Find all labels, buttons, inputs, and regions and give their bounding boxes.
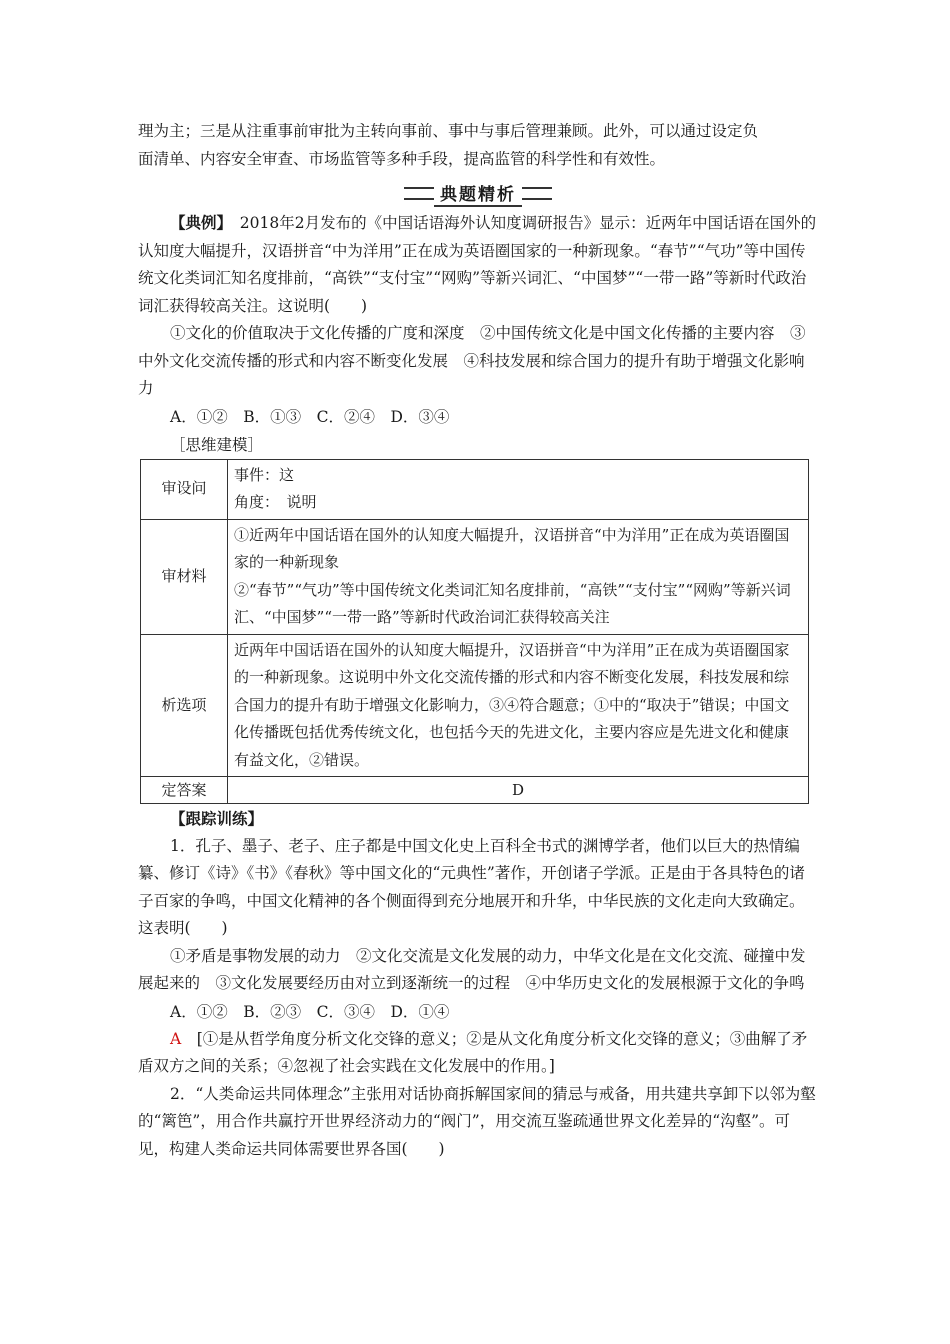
row-label: 审设问 <box>141 459 228 519</box>
row-label: 审材料 <box>141 519 228 634</box>
section-heading <box>138 180 818 206</box>
question-1-options: A．①② B．②③ C．③④ D．①④ <box>170 1002 450 1021</box>
heading-ornament-right <box>522 187 552 200</box>
example-stem-text: 2018年2月发布的《中国话语海外认知度调研报告》显示：近两年中国话语在国外的认知度大幅提升，汉语拼音“中为洋用”正在成为英语圈国家的一种新现象。“春节”“气功”等中国传统文化类词汇知名度排前，“高铁”“支付宝”“网购”等新兴词汇、“中国梦”“一带一路”等新时代政治词汇获得较高关注。这说明( ) <box>138 214 817 315</box>
thinking-model-table <box>140 459 809 805</box>
intro-line-1: 理为主；三是从注重事前审批为主转向事前、事中与事后管理兼顾。此外，可以通过设定负 <box>138 122 759 140</box>
practice-heading: 【跟踪训练】 <box>170 809 264 828</box>
row-line: 事件：这 <box>234 465 295 484</box>
question-1-answer <box>138 1026 818 1081</box>
question-2-stem: 2．“人类命运共同体理念”主张用对话协商拆解国家间的猜忌与戒备，用共建共享卸下以邻为壑的“篱笆”，用合作共赢拧开世界经济动力的“阀门”，用交流互鉴疏通世界文化差异的“沟壑”。可见，构建人类命运共同体需要世界各国( ) <box>138 1084 816 1158</box>
example-options: A．①② B．①③ C．②④ D．③④ <box>170 407 450 426</box>
answer-explanation: [①是从哲学角度分析文化交锋的意义；②是从文化角度分析文化交锋的意义；③曲解了矛盾双方之间的关系；④忽视了社会实践在文化发展中的作用。] <box>138 1029 808 1075</box>
row-line: 近两年中国话语在国外的认知度大幅提升，汉语拼音“中为洋用”正在成为英语圈国家的一种新现象。这说明中外文化交流传播的形式和内容不断变化发展，科技发展和综合国力的提升有助于增强文化影响力，③④符合题意；①中的“取决于”错误；中国文化传播既包括优秀传统文化，也包括今天的先进文化，主要内容应是先进文化和健康有益文化，②错误。 <box>234 640 790 769</box>
row-line: ①近两年中国话语在国外的认知度大幅提升，汉语拼音“中为洋用”正在成为英语圈国家的一种新现象 <box>234 525 790 571</box>
heading-ornament-left <box>404 187 434 200</box>
model-label: ［思维建模］ <box>170 435 264 454</box>
answer-letter: A <box>170 1029 182 1048</box>
row-line: ②“春节”“气功”等中国传统文化类词汇知名度排前，“高铁”“支付宝”“网购”等新兴词汇、“中国梦”“一带一路”等新时代政治词汇获得较高关注 <box>234 580 791 626</box>
table-row <box>141 519 809 634</box>
row-line: 角度： 说明 <box>234 493 317 511</box>
table-row <box>141 634 809 777</box>
question-1-statements: ①矛盾是事物发展的动力 ②文化交流是文化发展的动力，中华文化是在文化交流、碰撞中发展起来的 ③文化发展要经历由对立到逐渐统一的过程 ④中华历史文化的发展根源于文化的争鸣 <box>138 946 806 992</box>
row-label: 析选项 <box>141 634 228 777</box>
row-content <box>228 634 809 777</box>
example-tag: 【典例】 <box>170 213 225 232</box>
table-row <box>141 777 809 804</box>
intro-line-2: 面清单、内容安全审查、市场监管等多种手段，提高监管的科学性和有效性。 <box>138 149 666 168</box>
row-label: 定答案 <box>141 777 228 804</box>
document-content <box>138 118 818 1163</box>
row-content <box>228 519 809 634</box>
example-statements: ①文化的价值取决于文化传播的广度和深度 ②中国传统文化是中国文化传播的主要内容 ③中外文化交流传播的形式和内容不断变化发展 ④科技发展和综合国力的提升有助于增强文化影响力 <box>138 324 806 397</box>
question-1-stem: 1．孔子、墨子、老子、庄子都是中国文化史上百科全书式的渊博学者，他们以巨大的热情编纂、修订《诗》《书》《春秋》等中国文化的“元典性”著作，开创诸子学派。正是由于各具特色的诸子百家的争鸣，中国文化精神的各个侧面得到充分地展开和升华，中华民族的文化走向大致确定。这表明( ) <box>138 836 805 937</box>
row-content <box>228 459 809 519</box>
table-row <box>141 459 809 519</box>
row-content: D <box>228 777 809 804</box>
section-title: 典题精析 <box>434 180 522 207</box>
example-stem <box>138 209 818 320</box>
